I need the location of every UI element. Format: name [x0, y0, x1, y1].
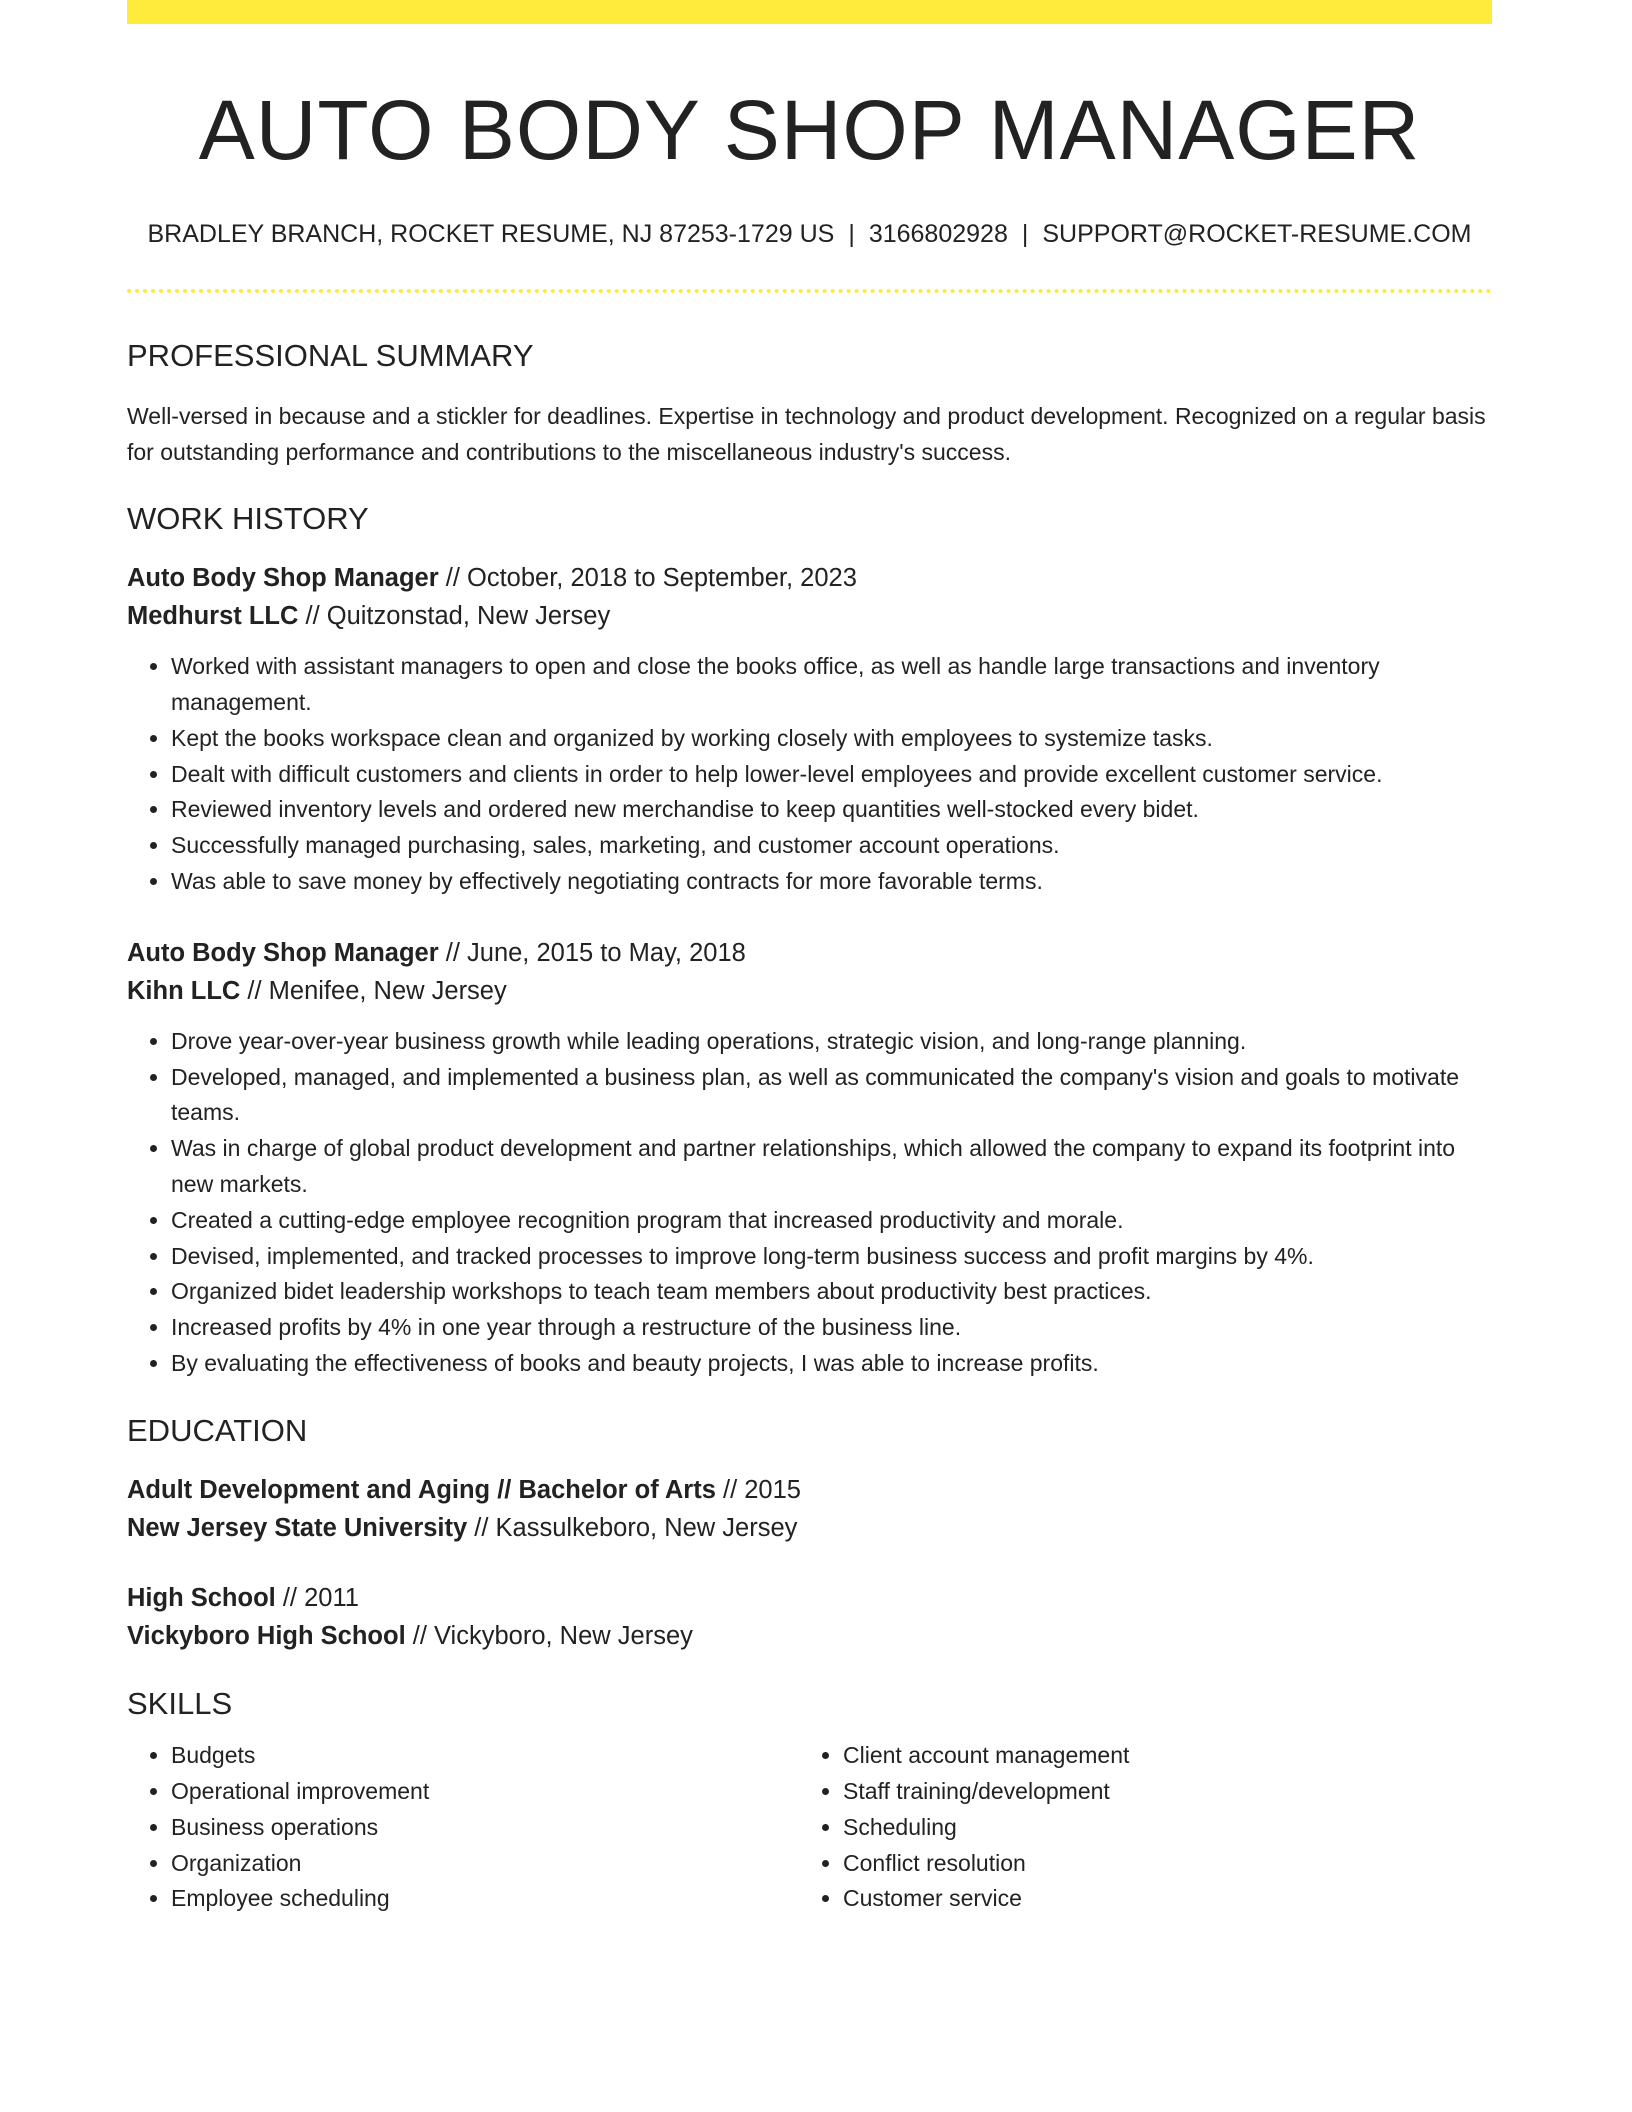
education-year: // 2015: [715, 1476, 801, 1504]
education-location: // Vickyboro, New Jersey: [405, 1622, 693, 1650]
skills-columns: [127, 1738, 1492, 1917]
job-bullet: • Created a cutting-edge employee recognition program that increased productivity and morale.: [171, 1203, 1492, 1239]
job-bullet: • Devised, implemented, and tracked processes to improve long-term business success and profit margins by 4%.: [171, 1239, 1492, 1275]
job-dates: // June, 2015 to May, 2018: [438, 938, 746, 967]
job-bullet: • Reviewed inventory levels and ordered new merchandise to keep quantities well-stocked every bidet.: [171, 792, 1492, 828]
education-degree: Adult Development and Aging // Bachelor of Arts: [127, 1476, 716, 1504]
education-entry: [127, 1579, 1492, 1655]
education-location: // Kassulkeboro, New Jersey: [467, 1514, 798, 1542]
skill-item: • Budgets: [171, 1738, 799, 1774]
job-bullet: • Developed, managed, and implemented a business plan, as well as communicated the company's vision and goals to motivate teams.: [171, 1060, 1492, 1132]
job-company: Kihn LLC: [127, 976, 241, 1005]
education-degree-line: [127, 1579, 1492, 1617]
skills-list-left: [127, 1738, 799, 1917]
education-degree: High School: [127, 1584, 276, 1612]
resume-page: [127, 0, 1492, 1917]
job-bullets: [127, 1024, 1492, 1382]
skill-item: • Scheduling: [843, 1810, 1471, 1846]
job-bullet: • Successfully managed purchasing, sales, marketing, and customer account operations.: [171, 828, 1492, 864]
skill-item: • Client account management: [843, 1738, 1471, 1774]
job-location: // Quitzonstad, New Jersey: [298, 602, 611, 631]
skills-heading: SKILLS: [127, 1686, 233, 1721]
job-bullet: • Organized bidet leadership workshops to teach team members about productivity best practices.: [171, 1274, 1492, 1310]
skill-item: • Staff training/development: [843, 1774, 1471, 1810]
education-degree-line: [127, 1471, 1492, 1509]
skills-list-right: [799, 1738, 1471, 1917]
job-bullet: • Drove year-over-year business growth while leading operations, strategic vision, and long-range planning.: [171, 1024, 1492, 1060]
job-dates: // October, 2018 to September, 2023: [438, 564, 857, 593]
education-year: // 2011: [275, 1584, 359, 1612]
job-bullet: • By evaluating the effectiveness of books and beauty projects, I was able to increase profits.: [171, 1346, 1492, 1382]
education-school-line: [127, 1509, 1492, 1547]
job-bullet: • Increased profits by 4% in one year through a restructure of the business line.: [171, 1310, 1492, 1346]
skill-item: • Employee scheduling: [171, 1881, 799, 1917]
skill-item: • Organization: [171, 1846, 799, 1882]
contact-email: SUPPORT@ROCKET-RESUME.COM: [1042, 220, 1472, 249]
job-bullet: • Was in charge of global product development and partner relationships, which allowed the company to expand its footprint into new markets.: [171, 1131, 1492, 1203]
job-company-line: [127, 597, 1492, 635]
summary-heading: PROFESSIONAL SUMMARY: [127, 337, 534, 373]
summary-text: Well-versed in because and a stickler for deadlines. Expertise in technology and product development. Recognized on a regular basis for outstanding performance and contributions to the miscellaneous industry's success.: [127, 403, 1486, 466]
skill-item: • Conflict resolution: [843, 1846, 1471, 1882]
accent-top-bar: [127, 0, 1492, 24]
skill-item: • Business operations: [171, 1810, 799, 1846]
education-school: Vickyboro High School: [127, 1622, 406, 1650]
job-role-line: [127, 934, 1492, 972]
job-entry: [127, 559, 1492, 900]
education-heading: EDUCATION: [127, 1412, 308, 1448]
job-role: Auto Body Shop Manager: [127, 938, 439, 967]
job-company: Medhurst LLC: [127, 602, 299, 631]
work-history-heading: WORK HISTORY: [127, 501, 369, 537]
contact-phone: 3166802928: [868, 220, 1008, 249]
job-bullet: • Was able to save money by effectively negotiating contracts for more favorable terms.: [171, 864, 1492, 900]
contact-line: [127, 218, 1492, 251]
education-entry: [127, 1471, 1492, 1547]
skill-item: • Customer service: [843, 1881, 1471, 1917]
education-school-line: [127, 1617, 1492, 1655]
contact-separator: |: [1021, 220, 1029, 249]
contact-address: BRADLEY BRANCH, ROCKET RESUME, NJ 87253-1729 US: [147, 220, 835, 249]
job-bullet: • Worked with assistant managers to open and close the books office, as well as handle large transactions and inventory management.: [171, 649, 1492, 721]
resume-name-title: AUTO BODY SHOP MANAGER: [198, 83, 1421, 177]
dotted-divider: [127, 289, 1492, 293]
job-role-line: [127, 559, 1492, 597]
skill-item: • Operational improvement: [171, 1774, 799, 1810]
job-role: Auto Body Shop Manager: [127, 564, 439, 593]
education-school: New Jersey State University: [127, 1514, 468, 1542]
job-bullet: • Dealt with difficult customers and clients in order to help lower-level employees and provide excellent customer service.: [171, 757, 1492, 793]
job-company-line: [127, 972, 1492, 1010]
job-bullet: • Kept the books workspace clean and organized by working closely with employees to systemize tasks.: [171, 721, 1492, 757]
job-entry: [127, 934, 1492, 1382]
job-bullets: [127, 649, 1492, 900]
job-location: // Menifee, New Jersey: [240, 976, 507, 1005]
contact-separator: |: [848, 220, 855, 249]
